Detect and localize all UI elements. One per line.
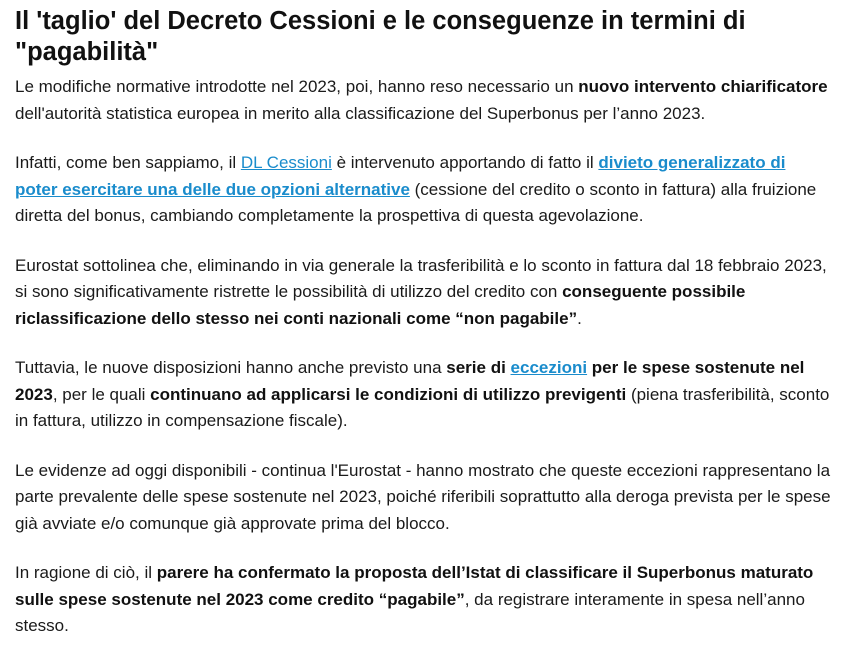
text: . <box>577 308 582 328</box>
text: (piena trasferibilità, sconto in fattura, utilizzo in compensazione fiscale). <box>15 384 830 430</box>
paragraph-5 <box>15 458 831 538</box>
text: dell'autorità statistica europea in merito alla classificazione del Superbonus per l’anno 2023. <box>15 103 706 123</box>
paragraph-6 <box>15 560 831 640</box>
text: , da registrare interamente in spesa nell’anno stesso. <box>15 589 805 635</box>
text: Le modifiche normative introdotte nel 2023, poi, hanno reso necessario un <box>15 77 579 96</box>
paragraph-3 <box>15 253 831 333</box>
dl-cessioni-link[interactable]: DL Cessioni <box>240 153 332 172</box>
bold-text: per le spese sostenute nel 2023 <box>15 358 805 404</box>
paragraph-2 <box>15 150 831 230</box>
bold-text: conseguente possibile riclassificazione dello stesso nei conti nazionali come “non pagabile” <box>15 282 746 328</box>
article-heading: Il 'taglio' del Decreto Cessioni e le conseguenze in termini di "pagabilità" <box>15 7 746 66</box>
text: Le evidenze ad oggi disponibili - continua l'Eurostat - hanno mostrato che queste eccezioni rappresentano la parte prevalente delle spese sostenute nel 2023, poiché riferibili soprattutto alla deroga prevista per le spese già avviate e/o comunque già approvate prima del blocco. <box>15 460 831 533</box>
text: Eurostat sottolinea che, eliminando in via generale la trasferibilità e lo sconto in fattura dal 18 febbraio 2023, si sono significativamente ristrette le possibilità di utilizzo del credito con <box>15 255 827 301</box>
bold-text: parere ha confermato la proposta dell’Istat di classificare il Superbonus maturato sulle spese sostenute nel 2023 come credito “pagabile” <box>15 563 814 609</box>
bold-text: continuano ad applicarsi le condizioni di utilizzo previgenti <box>150 384 627 404</box>
bold-text: serie di <box>446 358 511 377</box>
text: (cessione del credito o sconto in fattura) alla fruizione diretta del bonus, cambiando completamente la prospettiva di questa agevolazione. <box>15 179 817 225</box>
text: Tuttavia, le nuove disposizioni hanno anche previsto una <box>15 358 447 377</box>
text: è intervenuto apportando di fatto il <box>331 153 599 172</box>
divieto-generalizzato-link[interactable]: divieto generalizzato di poter esercitare una delle due opzioni alternative <box>15 153 786 199</box>
paragraph-1 <box>15 74 831 127</box>
text: , per le quali <box>52 384 151 404</box>
text: In ragione di ciò, il <box>15 563 157 582</box>
text: Infatti, come ben sappiamo, il <box>15 153 241 172</box>
eccezioni-link[interactable]: eccezioni <box>510 358 588 377</box>
article <box>0 6 847 640</box>
bold-text: nuovo intervento chiarificatore <box>578 77 828 96</box>
paragraph-4 <box>15 355 831 435</box>
